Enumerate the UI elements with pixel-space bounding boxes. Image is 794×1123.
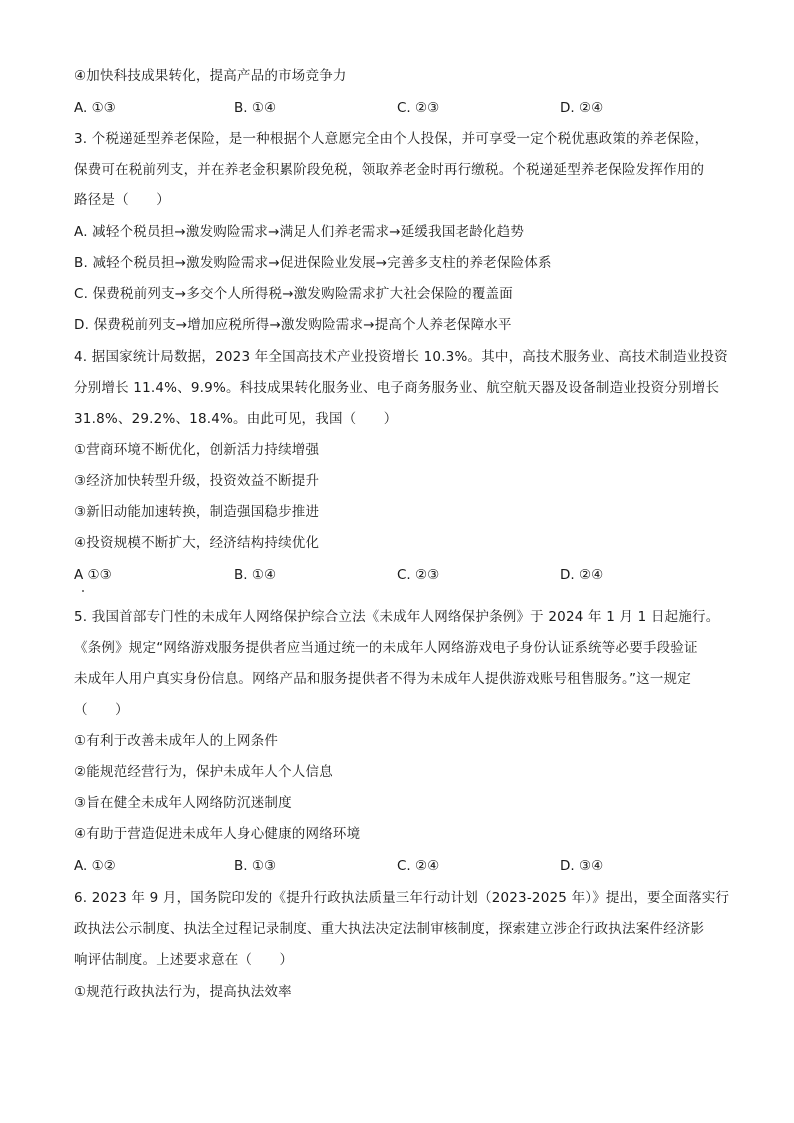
option-statement-1: ①有利于改善未成年人的上网条件 [74,733,279,749]
option-statement-4: ④加快科技成果转化，提高产品的市场竞争力 [74,68,347,84]
option-statement-3: ③旨在健全未成年人网络防沉迷制度 [74,795,292,811]
option-statement-1: ①规范行政执法行为，提高执法效率 [74,984,292,1000]
question-5-text: 5. 我国首部专门性的未成年人网络保护综合立法《未成年人网络保护条例》于 2024 年 1 月 1 日起施行。 [74,609,720,625]
question-3-option-c: C. 保费税前列支→多交个人所得税→激发购险需求扩大社会保险的覆盖面 [74,286,513,302]
answer-option-b: B. ①④ [234,100,277,116]
question-4-text: 分别增长 11.4%、9.9%。科技成果转化服务业、电子商务服务业、航空航天器及设备制造业投资分别增长 [74,380,720,396]
answer-option-b: B. ①③ [234,858,277,874]
answer-option-b: B. ①④ [234,567,277,583]
answer-option-c: C. ②④ [397,858,440,874]
answer-option-a: A. ①③ [74,100,116,116]
question-3-option-a: A. 减轻个税员担→激发购险需求→满足人们养老需求→延缓我国老龄化趋势 [74,224,525,240]
question-3-option-d: D. 保费税前列支→增加应税所得→激发购险需求→提高个人养老保障水平 [74,317,512,333]
option-statement-2: ②能规范经营行为，保护未成年人个人信息 [74,764,333,780]
question-4-text: 31.8%、29.2%、18.4%。由此可见，我国（ ） [74,411,398,427]
question-3-text: 保费可在税前列支，并在养老金积累阶段免税，领取养老金时再行缴税。个税递延型养老保险发挥作用的 [74,162,705,178]
question-3-option-b: B. 减轻个税员担→激发购险需求→促进保险业发展→完善多支柱的养老保险体系 [74,255,552,271]
option-statement-1: ①营商环境不断优化，创新活力持续增强 [74,442,320,458]
question-5-text: 未成年人用户真实身份信息。网络产品和服务提供者不得为未成年人提供游戏账号租售服务。”这一规定 [74,671,691,687]
question-6-text: 响评估制度。上述要求意在（ ） [74,952,294,968]
answer-option-c: C. ②③ [397,100,440,116]
answer-option-a: A ①③ [74,567,112,583]
answer-option-d: D. ②④ [560,100,604,116]
option-statement-4: ④有助于营造促进未成年人身心健康的网络环境 [74,826,361,842]
answer-option-a: A. ①② [74,858,116,874]
stray-dot [82,590,84,592]
question-6-text: 6. 2023 年 9 月，国务院印发的《提升行政执法质量三年行动计划（2023-2025 年）》提出，要全面落实行 [74,890,730,906]
answer-option-d: D. ③④ [560,858,604,874]
option-statement-2: ③经济加快转型升级，投资效益不断提升 [74,473,320,489]
question-3-text: 路径是（ ） [74,192,170,208]
question-4-text: 4. 据国家统计局数据，2023 年全国高技术产业投资增长 10.3%。其中，高技术服务业、高技术制造业投资 [74,349,728,365]
answer-option-d: D. ②④ [560,567,604,583]
option-statement-3: ③新旧动能加速转换，制造强国稳步推进 [74,504,320,520]
question-5-text: 《条例》规定“网络游戏服务提供者应当通过统一的未成年人网络游戏电子身份认证系统等必要手段验证 [74,640,698,656]
answer-option-c: C. ②③ [397,567,440,583]
option-statement-4: ④投资规模不断扩大，经济结构持续优化 [74,535,320,551]
question-6-text: 政执法公示制度、执法全过程记录制度、重大执法决定法制审核制度，探索建立涉企行政执法案件经济影 [74,921,705,937]
question-5-text: （ ） [74,702,129,718]
question-3-text: 3. 个税递延型养老保险，是一种根据个人意愿完全由个人投保，并可享受一定个税优惠政策的养老保险， [74,131,709,147]
